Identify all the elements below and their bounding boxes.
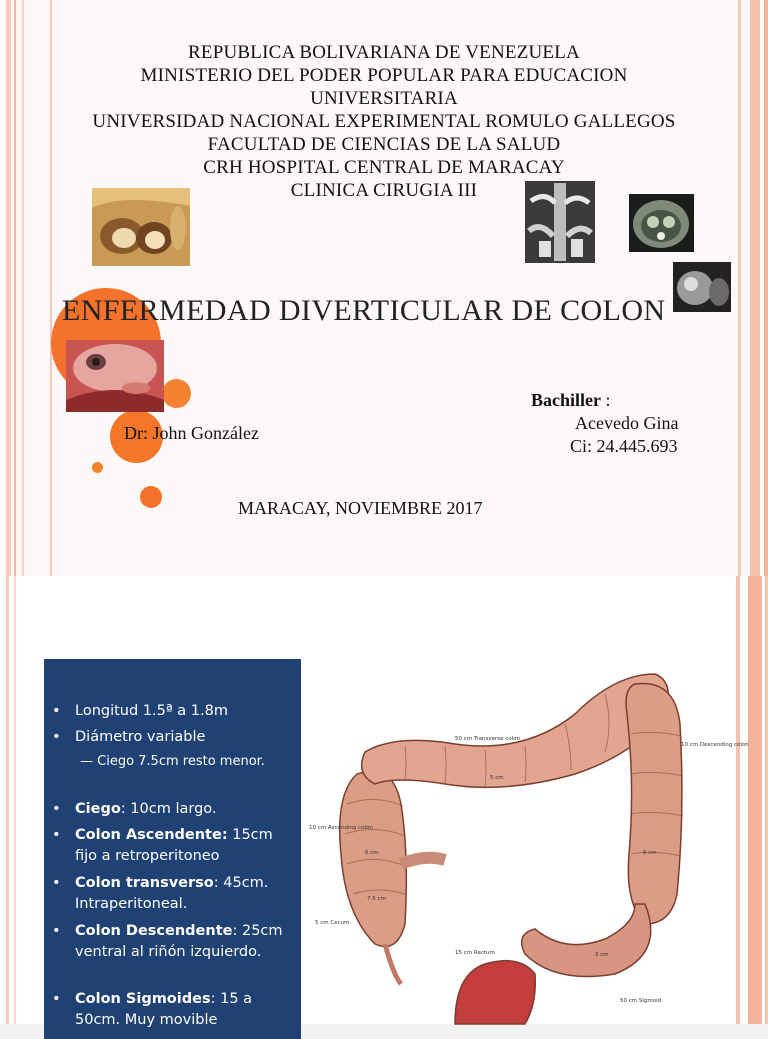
fact-item: • Ciego: 10cm largo.: [52, 801, 217, 817]
fact-item: • Diámetro variable: [52, 729, 206, 745]
fact-item: • Colon Sigmoides: 15 a 50cm. Muy movible: [52, 991, 253, 1028]
anatomy-slide: [0, 576, 768, 1028]
presentation-title: ENFERMEDAD DIVERTICULAR DE COLON: [62, 294, 666, 327]
fact-item: • Longitud 1.5ª a 1.8m: [52, 703, 228, 719]
student-name: Acevedo Gina: [575, 413, 679, 433]
doctor-name: Dr: John González: [124, 423, 259, 443]
header-line: UNIVERSITARIA: [310, 88, 458, 109]
ct-scan-thumbnail: [629, 194, 694, 252]
bachiller-colon: :: [601, 390, 611, 410]
student-id: Ci: 24.445.693: [570, 436, 678, 456]
bachiller-label: Bachiller: [531, 390, 601, 410]
label-width: 3 cm: [595, 952, 609, 958]
header-line: CRH HOSPITAL CENTRAL DE MARACAY: [203, 157, 565, 178]
fact-text: 15cm fijo a retroperitoneo: [75, 827, 273, 864]
fact-text: : 45cm. Intraperitoneal.: [75, 875, 269, 912]
fact-bold: Colon Sigmoides: [75, 991, 211, 1007]
label-width: 6 cm: [365, 850, 379, 856]
label-rectum: 15 cm Rectum: [455, 950, 495, 956]
header-line: MINISTERIO DEL PODER POPULAR PARA EDUCACION: [140, 65, 628, 86]
endoscopy-thumbnail: [92, 188, 190, 266]
fact-text: : 15 a 50cm. Muy movible: [75, 991, 253, 1028]
place-date: MARACAY, NOVIEMBRE 2017: [238, 498, 483, 518]
fact-text: Longitud 1.5ª a 1.8m: [75, 703, 228, 719]
label-width: 5 cm: [490, 775, 504, 781]
header-line: CLINICA CIRUGIA III: [290, 180, 478, 201]
header-line: REPUBLICA BOLIVARIANA DE VENEZUELA: [188, 42, 580, 63]
label-cecum: 5 cm Cecum: [315, 920, 350, 926]
fact-item: • Colon Ascendente: 15cm fijo a retroperitoneo: [52, 827, 273, 864]
header-line: UNIVERSIDAD NACIONAL EXPERIMENTAL ROMULO GALLEGOS: [92, 111, 676, 132]
fact-bold: Ciego: [75, 801, 121, 817]
fact-bold: Colon transverso: [75, 875, 214, 891]
right-stripe: [736, 576, 740, 1024]
xray-thumbnail: [525, 181, 595, 263]
label-descending: 10 cm Descending colon: [681, 742, 749, 748]
fact-text: : 10cm largo.: [120, 801, 217, 817]
label-width: 7.5 cm: [367, 896, 386, 902]
bachiller-heading: [531, 390, 611, 411]
fact-item: • Colon Descendente: 25cm ventral al riñón izquierdo.: [52, 923, 283, 960]
fact-bold: Colon Ascendente:: [75, 827, 228, 843]
fact-text: : 25cm ventral al riñón izquierdo.: [75, 923, 283, 960]
colon-anatomy-diagram: [305, 654, 749, 1024]
label-ascending: 10 cm Ascending colon: [309, 825, 373, 831]
label-width: 6 cm: [643, 850, 657, 856]
label-transverse: 50 cm Transverse colon: [455, 736, 521, 742]
fact-bold: Colon Descendente: [75, 923, 233, 939]
fact-text: Diámetro variable: [75, 729, 206, 745]
left-stripe: [6, 576, 9, 1024]
right-stripe: [748, 576, 762, 1024]
decorative-circle: [92, 462, 103, 473]
fact-subitem: — Ciego 7.5cm resto menor.: [80, 754, 265, 769]
decorative-circle: [162, 379, 191, 408]
decorative-circle: [140, 486, 162, 508]
fact-item: • Colon transverso: 45cm. Intraperitoneal.: [52, 875, 269, 912]
left-stripe-thin: [14, 576, 16, 1024]
label-sigmoid: 50 cm Sigmoid: [620, 998, 662, 1004]
colon-facts-box: [44, 659, 301, 1039]
colonoscopy-thumbnail: [66, 340, 164, 412]
header-line: FACULTAD DE CIENCIAS DE LA SALUD: [207, 134, 561, 155]
